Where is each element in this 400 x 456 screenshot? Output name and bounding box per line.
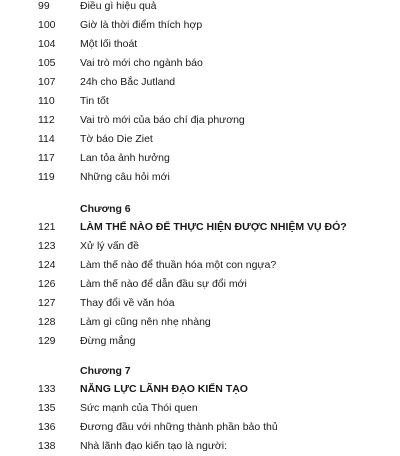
toc-entry-title: Một lối thoát <box>80 38 138 50</box>
toc-page-number: 133 <box>38 383 56 395</box>
chapter-title: NĂNG LỰC LÃNH ĐẠO KIẾN TẠO <box>80 383 248 395</box>
toc-entry-title: Xử lý vấn đề <box>80 240 139 252</box>
toc-entry <box>0 275 400 294</box>
toc-page-number: 105 <box>38 57 56 69</box>
toc-page-number: 129 <box>38 335 56 347</box>
toc-entry-title: Thay đổi về văn hóa <box>80 297 175 309</box>
toc-entry <box>0 437 400 456</box>
toc-entry <box>0 111 400 130</box>
chapter-label: Chương 7 <box>80 365 131 377</box>
toc-entry <box>0 256 400 275</box>
toc-page-number: 117 <box>38 152 55 164</box>
toc-entry <box>0 130 400 149</box>
toc-entry-title: 24h cho Bắc Jutland <box>80 76 176 88</box>
toc-page-number: 136 <box>38 421 56 433</box>
toc-entry <box>0 92 400 111</box>
toc-page-number: 114 <box>38 133 55 145</box>
chapter-heading <box>0 380 400 399</box>
toc-entry-title: Đừng mắng <box>80 335 136 347</box>
toc-page-number: 138 <box>38 440 56 452</box>
toc-page-number: 121 <box>38 221 56 233</box>
toc-entry-title: Lan tỏa ảnh hưởng <box>80 152 170 164</box>
toc-page-number: 104 <box>38 38 56 50</box>
toc-page-number: 112 <box>38 114 55 126</box>
toc-entry-title: Tờ báo Die Ziet <box>80 133 153 145</box>
toc-page-number: 100 <box>38 19 56 31</box>
toc-page-number: 127 <box>38 297 56 309</box>
toc-entry-title: Làm thế nào để thuần hóa một con ngựa? <box>80 259 277 271</box>
toc-page-number: 124 <box>38 259 56 271</box>
toc-page-number: 99 <box>38 0 50 12</box>
toc-entry <box>0 168 400 187</box>
toc-page-number: 110 <box>38 95 55 107</box>
toc-entry <box>0 73 400 92</box>
toc-page-number: 128 <box>38 316 56 328</box>
toc-page-number: 135 <box>38 402 56 414</box>
toc-entry-title: Sức mạnh của Thói quen <box>80 402 198 414</box>
toc-entry-title: Những câu hỏi mới <box>80 171 170 183</box>
toc-entry <box>0 237 400 256</box>
toc-entry-title: Đương đầu với những thành phần bảo thủ <box>80 421 278 433</box>
toc-page-number: 119 <box>38 171 55 183</box>
toc-entry <box>0 332 400 351</box>
toc-entry-title: Giờ là thời điểm thích hợp <box>80 19 203 31</box>
toc-entry-title: Điều gì hiệu quả <box>80 0 157 12</box>
toc-entry-title: Làm thế nào để dẫn đầu sự đổi mới <box>80 278 247 290</box>
toc-page-number: 107 <box>38 76 56 88</box>
chapter-title: LÀM THẾ NÀO ĐỂ THỰC HIỆN ĐƯỢC NHIỆM VỤ ĐÓ? <box>80 221 347 233</box>
toc-entry-title: Nhà lãnh đạo kiến tạo là người: <box>80 440 228 452</box>
chapter-heading <box>0 218 400 237</box>
toc-entry <box>0 313 400 332</box>
toc-entry <box>0 0 400 16</box>
chapter-label: Chương 6 <box>80 203 131 215</box>
toc-entry <box>0 54 400 73</box>
toc-entry-title: Vai trò mới của báo chí địa phương <box>80 114 245 126</box>
toc-entry <box>0 35 400 54</box>
toc-entry-title: Vai trò mới cho ngành báo <box>80 57 203 69</box>
toc-page-number: 123 <box>38 240 56 252</box>
toc-entry <box>0 294 400 313</box>
toc-entry <box>0 418 400 437</box>
toc-entry <box>0 399 400 418</box>
toc-entry-title: Tin tốt <box>80 95 109 107</box>
toc-entry <box>0 149 400 168</box>
toc-entry-title: Làm gì cũng nên nhẹ nhàng <box>80 316 211 328</box>
toc-page-number: 126 <box>38 278 56 290</box>
toc-entry <box>0 16 400 35</box>
